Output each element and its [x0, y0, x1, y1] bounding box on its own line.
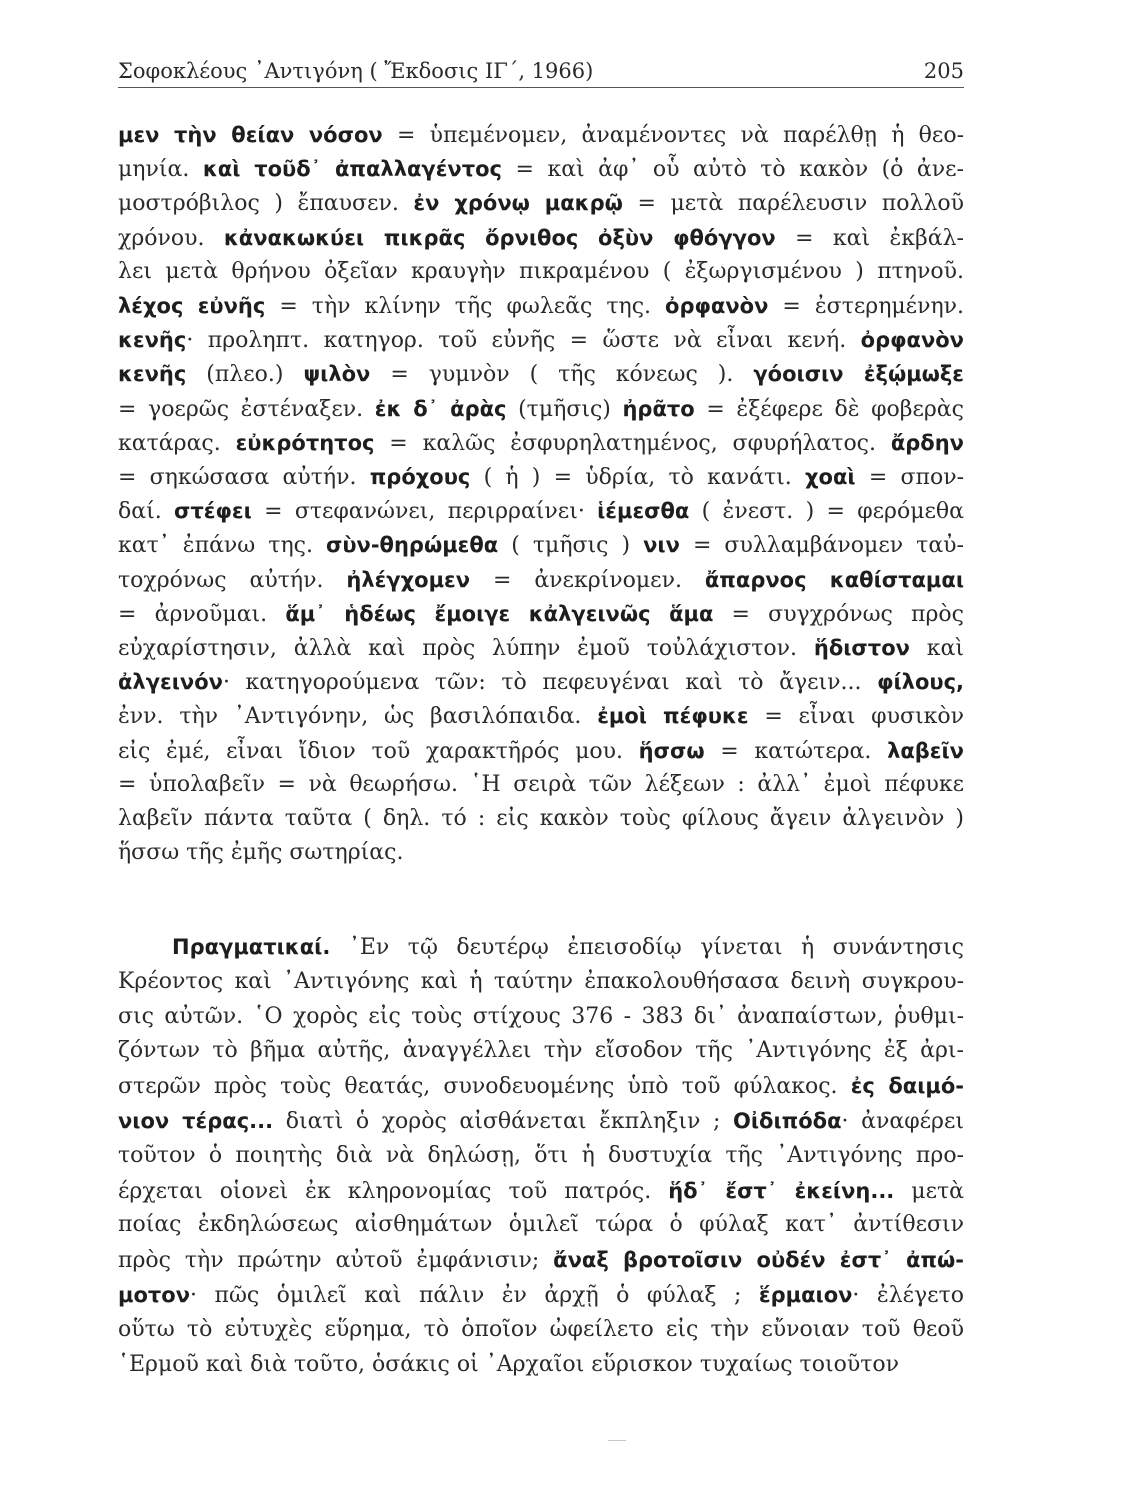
gloss-text: ᾿Εν τῷ δευτέρῳ ἐπεισοδίῳ γίνεται ἡ συνάντησις	[330, 935, 964, 960]
gloss-text: ( ἐνεστ. ) = φερόμεθα	[689, 499, 964, 525]
glossary-line	[118, 460, 964, 494]
glossary-line	[118, 597, 964, 631]
gloss-text: τοῦτον ὁ ποιητὴς διὰ νὰ δηλώσῃ, ὅτι ἡ δυστυχία τῆς ᾿Αντιγόνης προ-	[118, 1142, 964, 1168]
paragraph-line	[118, 1278, 964, 1312]
gloss-text: = ὑπολαβεῖν = νὰ θεωρήσω. ῾Η σειρὰ τῶν λέξεων : ἀλλ᾽ ἐμοὶ πέφυκε	[118, 771, 964, 797]
gloss-text: = ἐξέφερε δὲ φοβερὰς	[694, 396, 964, 422]
gloss-text: = σηκώσασα αὐτήν.	[118, 465, 370, 490]
gloss-text: εὐχαρίστησιν, ἀλλὰ καὶ πρὸς λύπην ἐμοῦ τοὐλάχιστον.	[118, 636, 814, 661]
gloss-text: = καὶ ἀφ᾽ οὗ αὐτὸ τὸ κακὸν (ὁ ἀνε-	[502, 157, 964, 183]
lemma-term: χοαὶ	[805, 465, 856, 489]
lemma-term: ὀρφανὸν	[665, 294, 769, 318]
lemma-term: κἀνακωκύει πικρᾶς ὄρνιθος ὀξὺν φθόγγον	[223, 225, 776, 250]
gloss-text: κατάρας.	[118, 430, 236, 456]
lemma-term: Πραγματικαί.	[172, 935, 331, 959]
lemma-term: ἥσσω	[638, 738, 705, 763]
gloss-text: διατὶ ὁ χορὸς αἰσθάνεται ἔκπληξιν ;	[273, 1109, 733, 1134]
lemma-term: ἄπαρνος καθίσταμαι	[704, 567, 964, 592]
gloss-text: = συλλαμβάνομεν ταὐ-	[679, 533, 964, 559]
paragraph-line	[118, 1000, 964, 1034]
lemma-term: σὺν-θηρώμεθα	[325, 533, 499, 558]
paragraph-line	[118, 1034, 964, 1068]
gloss-text: εἰς ἐμέ, εἶναι ἴδιον τοῦ χαρακτῆρός μου.	[118, 738, 639, 764]
glossary-line	[118, 699, 964, 733]
page-number: 205	[923, 59, 964, 83]
glossary-line	[118, 392, 964, 426]
gloss-text: ζόντων τὸ βῆμα αὐτῆς, ἀναγγέλλει τὴν εἴσοδον τῆς ᾿Αντιγόνης ἐξ ἀρι-	[118, 1038, 964, 1064]
glossary-line	[118, 118, 964, 152]
paragraph-line	[118, 965, 964, 999]
gloss-text: ποίας ἐκδηλώσεως αἰσθημάτων ὁμιλεῖ τώρα ὁ φύλαξ κατ᾽ ἀντίθεσιν	[118, 1212, 964, 1238]
paragraph-line	[118, 1208, 964, 1242]
glossary-line	[118, 836, 964, 870]
gloss-text: ῾Ερμοῦ καὶ διὰ τοῦτο, ὁσάκις οἱ ᾿Αρχαῖοι εὕρισκον τυχαίως τοιοῦτον	[118, 1351, 899, 1377]
header-title: Σοφοκλέους ᾿Αντιγόνη ( Ἔκδοσις ΙΓ΄, 1966)	[118, 59, 594, 83]
paragraph-line	[118, 1104, 964, 1138]
lemma-term: πρόχους	[369, 465, 471, 489]
gloss-text: = ἀρνοῦμαι.	[118, 601, 286, 627]
gloss-text: μετὰ	[894, 1178, 964, 1204]
paragraph-line	[118, 1139, 964, 1173]
running-header	[118, 55, 964, 88]
gloss-text: = ἀνεκρίνομεν.	[470, 567, 705, 593]
gloss-text: λαβεῖν πάντα ταῦτα ( δηλ. τό : εἰς κακὸν τοὺς φίλους ἄγειν ἀλγεινὸν )	[118, 806, 964, 831]
gloss-text: ἐνν. τὴν ᾿Αντιγόνην, ὡς βασιλόπαιδα.	[118, 704, 598, 730]
glossary-line	[118, 255, 964, 289]
gloss-text: = στεφανώνει, περιρραίνει·	[251, 499, 598, 525]
gloss-text: = τὴν κλίνην τῆς φωλεᾶς της.	[265, 294, 666, 319]
gloss-text: κατ᾽ ἐπάνω της.	[118, 533, 326, 559]
lemma-term: ἐς δαιμό-	[850, 1074, 964, 1099]
lemma-term: εὐκρότητος	[235, 430, 375, 455]
glossary-line	[118, 221, 964, 255]
gloss-text: · ἀναφέρει	[841, 1109, 964, 1134]
lemma-term: Οἰδιπόδα	[732, 1109, 842, 1133]
gloss-text: λει μετὰ θρήνου ὀξεῖαν κραυγὴν πικραμένου ( ἐξωργισμένου ) πτηνοῦ.	[118, 258, 964, 284]
lemma-term: ἠλέγχομεν	[346, 567, 471, 592]
glossary-line	[118, 734, 964, 768]
gloss-text: ἥσσω τῆς ἐμῆς σωτηρίας.	[118, 840, 404, 866]
glossary-line	[118, 665, 964, 699]
gloss-text: Κρέοντος καὶ ᾿Αντιγόνης καὶ ἡ ταύτην ἐπακολουθήσασα δεινὴ συγκρου-	[118, 968, 964, 994]
gloss-text: = κατώτερα.	[704, 738, 888, 764]
gloss-text: = καὶ ἐκβάλ-	[775, 225, 964, 251]
gloss-text: = εἶναι φυσικὸν	[748, 704, 964, 730]
gloss-text: ( τμῆσις )	[498, 533, 644, 559]
lemma-term: νιν	[643, 533, 680, 558]
lemma-term: λαβεῖν	[887, 738, 964, 763]
lemma-term: μοτον	[118, 1283, 191, 1307]
gloss-text: = γυμνὸν ( τῆς κόνεως ).	[370, 362, 754, 388]
glossary-line	[118, 186, 964, 220]
paragraph-line	[118, 1174, 964, 1208]
lemma-term: ὀρφανὸν	[860, 328, 964, 353]
footer-mark	[608, 1440, 626, 1441]
gloss-text: ( ἡ ) = ὑδρία, τὸ κανάτι.	[470, 465, 805, 490]
lemma-term: ἠρᾶτο	[622, 396, 695, 421]
gloss-text: = καλῶς ἐσφυρηλατημένος, σφυρήλατος.	[374, 430, 891, 456]
glossary-line	[118, 563, 964, 597]
gloss-text: (πλεο.)	[186, 362, 304, 388]
gloss-text: στερῶν πρὸς τοὺς θεατάς, συνοδευομένης ὑπὸ τοῦ φύλακος.	[118, 1074, 851, 1100]
lemma-term: στέφει	[174, 499, 252, 524]
gloss-text: = ὑπεμένομεν, ἀναμένοντες νὰ παρέλθῃ ἡ θεο-	[382, 123, 964, 148]
gloss-text: = ἐστερημένην.	[768, 294, 964, 319]
lemma-term: κενῆς	[118, 328, 187, 353]
gloss-text: (τμῆσις)	[506, 396, 623, 422]
gloss-text: οὕτω τὸ εὐτυχὲς εὕρημα, τὸ ὁποῖον ὠφείλετο εἰς τὴν εὔνοιαν τοῦ θεοῦ	[118, 1316, 964, 1342]
gloss-text: δαί.	[118, 499, 175, 525]
lemma-term: ἐκ δ᾽ ἀρὰς	[374, 396, 507, 421]
gloss-text: = συγχρόνως πρὸς	[713, 601, 964, 627]
glossary-line	[118, 289, 964, 323]
glossary-line	[118, 802, 964, 836]
glossary-line	[118, 152, 964, 186]
lemma-term: ἥδιστον	[813, 636, 910, 660]
gloss-text: · πῶς ὁμιλεῖ καὶ πάλιν ἐν ἀρχῇ ὁ φύλαξ ;	[190, 1283, 759, 1308]
lemma-term: ἐν χρόνῳ μακρῷ	[413, 191, 623, 216]
gloss-text: = μετὰ παρέλευσιν πολλοῦ	[622, 191, 964, 217]
gloss-text: μηνία.	[118, 157, 203, 183]
gloss-text: τοχρόνως αὐτήν.	[118, 567, 347, 593]
lemma-term: κενῆς	[118, 362, 187, 387]
paragraph-line	[118, 1243, 964, 1277]
lemma-term: ἕρμαιον	[758, 1283, 853, 1307]
lemma-term: ἥδ᾽ ἔστ᾽ ἐκείνη...	[668, 1178, 895, 1203]
gloss-text: σις αὐτῶν. ῾Ο χορὸς εἰς τοὺς στίχους 376 - 383 δι᾽ ἀναπαίστων, ῥυθμι-	[118, 1003, 964, 1029]
gloss-text: · προληπτ. κατηγορ. τοῦ εὐνῆς = ὥστε νὰ εἶναι κενή.	[186, 328, 861, 354]
glossary-line	[118, 494, 964, 528]
gloss-text: χρόνου.	[118, 225, 224, 251]
gloss-text: καὶ	[909, 636, 964, 661]
gloss-text: έρχεται οἱονεὶ ἐκ κληρονομίας τοῦ πατρός.	[118, 1178, 669, 1204]
lemma-term: καὶ τοῦδ᾽ ἀπαλλαγέντος	[202, 157, 502, 182]
glossary-line	[118, 768, 964, 802]
lemma-term: ἀλγεινόν	[118, 670, 223, 695]
glossary-line	[118, 528, 964, 562]
lemma-term: νιον τέρας...	[118, 1109, 274, 1133]
glossary-line	[118, 631, 964, 665]
lemma-term: ἄναξ βροτοῖσιν οὐδέν ἐστ᾽ ἀπώ-	[553, 1248, 964, 1273]
gloss-text: μοστρόβιλος ) ἔπαυσεν.	[118, 191, 414, 217]
lemma-term: γόοισιν ἐξῴμωξε	[753, 362, 964, 387]
lemma-term: ἄρδην	[890, 430, 964, 455]
lemma-term: ἅμ᾽ ἡδέως ἔμοιγε κἀλγεινῶς ἅμα	[285, 601, 714, 626]
paragraph-line	[118, 1313, 964, 1347]
lemma-term: ψιλὸν	[303, 362, 371, 387]
lemma-term: μεν τὴν θείαν νόσον	[118, 123, 383, 147]
lemma-term: ἱέμεσθα	[597, 499, 690, 524]
lemma-term: λέχος εὐνῆς	[118, 294, 266, 318]
gloss-text: · ἐλέγετο	[852, 1283, 964, 1308]
gloss-text: = γοερῶς ἐστέναξεν.	[118, 396, 375, 422]
paragraph-line	[118, 1069, 964, 1103]
gloss-text: πρὸς τὴν πρώτην αὐτοῦ ἐμφάνισιν;	[118, 1248, 554, 1274]
glossary-line	[118, 357, 964, 391]
lemma-term: φίλους,	[877, 670, 964, 695]
paragraph-line	[118, 930, 964, 964]
glossary-line	[118, 426, 964, 460]
gloss-text: = σπον-	[855, 465, 964, 490]
gloss-text: · κατηγορούμενα τῶν: τὸ πεφευγέναι καὶ τὸ ἄγειν...	[222, 670, 878, 696]
glossary-line	[118, 323, 964, 357]
lemma-term: ἐμοὶ πέφυκε	[597, 704, 749, 729]
paragraph-line	[118, 1348, 964, 1382]
